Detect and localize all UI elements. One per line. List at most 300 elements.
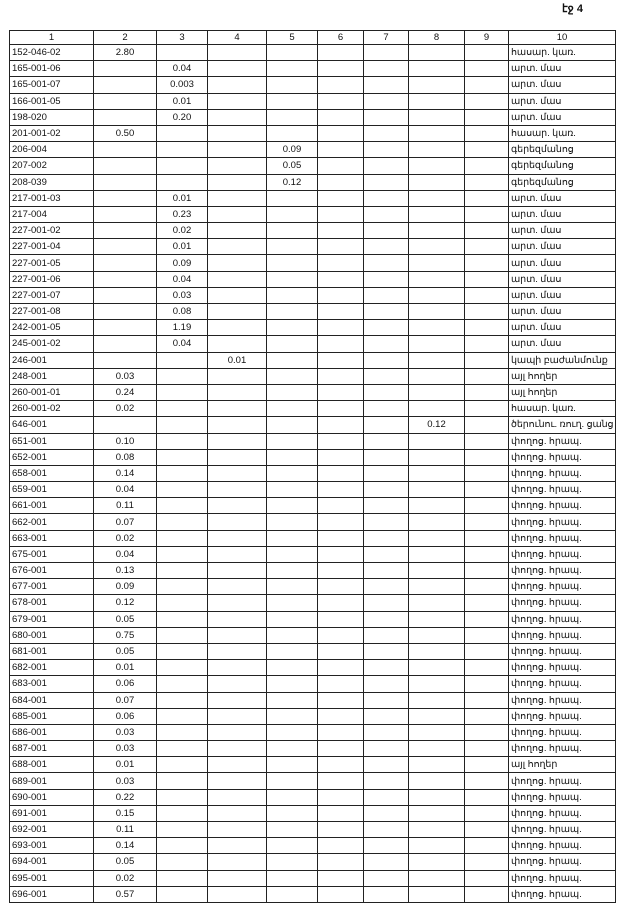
area-cell-col-4	[208, 433, 267, 449]
area-cell-col-8	[409, 223, 465, 239]
area-cell-col-3	[157, 465, 208, 481]
area-cell-col-8	[409, 384, 465, 400]
parcel-code-cell: 691-001	[10, 805, 94, 821]
land-use-cell: արտ. մաս	[509, 61, 616, 77]
column-header-4: 4	[208, 31, 267, 45]
land-use-cell: փողոց. հրապ.	[509, 498, 616, 514]
area-cell-col-5	[267, 530, 318, 546]
area-cell-col-4	[208, 77, 267, 93]
parcel-code-cell: 684-001	[10, 692, 94, 708]
table-row	[10, 239, 616, 255]
area-cell-col-4	[208, 563, 267, 579]
area-cell-col-7	[364, 158, 409, 174]
parcel-code-cell: 685-001	[10, 708, 94, 724]
area-cell-col-8	[409, 142, 465, 158]
area-cell-col-2	[94, 304, 157, 320]
area-cell-col-9	[465, 417, 509, 433]
area-cell-col-3	[157, 352, 208, 368]
area-cell-col-4	[208, 692, 267, 708]
area-cell-col-6	[318, 45, 364, 61]
parcel-code-cell: 686-001	[10, 724, 94, 740]
area-cell-col-5	[267, 320, 318, 336]
area-cell-col-6	[318, 724, 364, 740]
land-table	[9, 30, 616, 903]
land-use-cell: փողոց. հրապ.	[509, 627, 616, 643]
area-cell-col-8	[409, 498, 465, 514]
land-use-cell: արտ. մաս	[509, 287, 616, 303]
land-use-cell: փողոց. հրապ.	[509, 773, 616, 789]
area-cell-col-8	[409, 45, 465, 61]
area-cell-col-3: 0.09	[157, 255, 208, 271]
area-cell-col-5	[267, 595, 318, 611]
area-cell-col-8	[409, 449, 465, 465]
area-cell-col-5	[267, 433, 318, 449]
area-cell-col-7	[364, 174, 409, 190]
area-cell-col-7	[364, 838, 409, 854]
area-cell-col-2: 0.07	[94, 692, 157, 708]
area-cell-col-3: 0.04	[157, 61, 208, 77]
area-cell-col-8	[409, 93, 465, 109]
table-row	[10, 255, 616, 271]
area-cell-col-6	[318, 465, 364, 481]
area-cell-col-3	[157, 449, 208, 465]
area-cell-col-9	[465, 271, 509, 287]
area-cell-col-6	[318, 93, 364, 109]
area-cell-col-9	[465, 838, 509, 854]
area-cell-col-2: 0.05	[94, 643, 157, 659]
area-cell-col-9	[465, 708, 509, 724]
area-cell-col-6	[318, 61, 364, 77]
area-cell-col-5	[267, 692, 318, 708]
land-use-cell: փողոց. հրապ.	[509, 805, 616, 821]
area-cell-col-4	[208, 223, 267, 239]
area-cell-col-8	[409, 255, 465, 271]
area-cell-col-2: 0.03	[94, 368, 157, 384]
area-cell-col-3	[157, 384, 208, 400]
area-cell-col-5	[267, 660, 318, 676]
area-cell-col-3	[157, 886, 208, 902]
area-cell-col-4	[208, 255, 267, 271]
parcel-code-cell: 217-004	[10, 206, 94, 222]
land-use-cell: փողոց. հրապ.	[509, 482, 616, 498]
area-cell-col-6	[318, 482, 364, 498]
land-use-cell: փողոց. հրապ.	[509, 741, 616, 757]
parcel-code-cell: 651-001	[10, 433, 94, 449]
area-cell-col-3	[157, 142, 208, 158]
parcel-code-cell: 166-001-05	[10, 93, 94, 109]
area-cell-col-6	[318, 174, 364, 190]
area-cell-col-6	[318, 789, 364, 805]
area-cell-col-3	[157, 692, 208, 708]
area-cell-col-5: 0.09	[267, 142, 318, 158]
column-header-7: 7	[364, 31, 409, 45]
area-cell-col-2	[94, 206, 157, 222]
area-cell-col-6	[318, 579, 364, 595]
area-cell-col-8	[409, 627, 465, 643]
area-cell-col-6	[318, 514, 364, 530]
parcel-code-cell: 662-001	[10, 514, 94, 530]
column-header-3: 3	[157, 31, 208, 45]
area-cell-col-2: 0.50	[94, 125, 157, 141]
area-cell-col-8	[409, 724, 465, 740]
area-cell-col-3: 0.01	[157, 93, 208, 109]
area-cell-col-4	[208, 773, 267, 789]
area-cell-col-8	[409, 757, 465, 773]
area-cell-col-3	[157, 627, 208, 643]
area-cell-col-6	[318, 336, 364, 352]
area-cell-col-2: 0.14	[94, 465, 157, 481]
parcel-code-cell: 683-001	[10, 676, 94, 692]
area-cell-col-7	[364, 692, 409, 708]
area-cell-col-8	[409, 579, 465, 595]
area-cell-col-9	[465, 401, 509, 417]
area-cell-col-5	[267, 417, 318, 433]
parcel-code-cell: 659-001	[10, 482, 94, 498]
area-cell-col-8	[409, 287, 465, 303]
area-cell-col-3	[157, 498, 208, 514]
area-cell-col-9	[465, 142, 509, 158]
parcel-code-cell: 152-046-02	[10, 45, 94, 61]
area-cell-col-7	[364, 546, 409, 562]
table-row	[10, 579, 616, 595]
area-cell-col-9	[465, 773, 509, 789]
area-cell-col-2	[94, 174, 157, 190]
area-cell-col-2	[94, 255, 157, 271]
area-cell-col-7	[364, 287, 409, 303]
area-cell-col-9	[465, 822, 509, 838]
area-cell-col-5	[267, 611, 318, 627]
table-row	[10, 368, 616, 384]
area-cell-col-5	[267, 271, 318, 287]
area-cell-col-5	[267, 449, 318, 465]
parcel-code-cell: 681-001	[10, 643, 94, 659]
area-cell-col-5	[267, 643, 318, 659]
area-cell-col-3	[157, 789, 208, 805]
area-cell-col-9	[465, 45, 509, 61]
area-cell-col-4	[208, 384, 267, 400]
parcel-code-cell: 227-001-07	[10, 287, 94, 303]
area-cell-col-2: 0.11	[94, 498, 157, 514]
area-cell-col-7	[364, 530, 409, 546]
area-cell-col-6	[318, 692, 364, 708]
area-cell-col-9	[465, 498, 509, 514]
area-cell-col-8	[409, 125, 465, 141]
area-cell-col-6	[318, 77, 364, 93]
parcel-code-cell: 692-001	[10, 822, 94, 838]
area-cell-col-4	[208, 514, 267, 530]
land-use-cell: փողոց. հրապ.	[509, 514, 616, 530]
area-cell-col-2: 0.11	[94, 822, 157, 838]
table-row	[10, 757, 616, 773]
area-cell-col-8	[409, 158, 465, 174]
area-cell-col-5	[267, 838, 318, 854]
area-cell-col-2: 0.06	[94, 676, 157, 692]
area-cell-col-3	[157, 579, 208, 595]
area-cell-col-8	[409, 563, 465, 579]
area-cell-col-3: 1.19	[157, 320, 208, 336]
area-cell-col-6	[318, 190, 364, 206]
area-cell-col-5	[267, 352, 318, 368]
area-cell-col-4	[208, 676, 267, 692]
area-cell-col-8	[409, 611, 465, 627]
area-cell-col-4	[208, 125, 267, 141]
area-cell-col-3	[157, 838, 208, 854]
area-cell-col-8	[409, 514, 465, 530]
table-row	[10, 465, 616, 481]
area-cell-col-7	[364, 417, 409, 433]
area-cell-col-8	[409, 741, 465, 757]
area-cell-col-4: 0.01	[208, 352, 267, 368]
parcel-code-cell: 696-001	[10, 886, 94, 902]
area-cell-col-2: 0.05	[94, 854, 157, 870]
area-cell-col-5	[267, 255, 318, 271]
table-row	[10, 174, 616, 190]
area-cell-col-2: 0.02	[94, 870, 157, 886]
parcel-code-cell: 646-001	[10, 417, 94, 433]
area-cell-col-5	[267, 854, 318, 870]
land-use-cell: փողոց. հրապ.	[509, 433, 616, 449]
area-cell-col-4	[208, 854, 267, 870]
area-cell-col-9	[465, 287, 509, 303]
area-cell-col-4	[208, 838, 267, 854]
area-cell-col-4	[208, 287, 267, 303]
area-cell-col-8	[409, 595, 465, 611]
area-cell-col-2: 0.02	[94, 530, 157, 546]
area-cell-col-7	[364, 757, 409, 773]
area-cell-col-5	[267, 886, 318, 902]
area-cell-col-7	[364, 724, 409, 740]
column-header-9: 9	[465, 31, 509, 45]
area-cell-col-6	[318, 741, 364, 757]
table-row	[10, 643, 616, 659]
area-cell-col-3	[157, 482, 208, 498]
table-row	[10, 417, 616, 433]
area-cell-col-4	[208, 805, 267, 821]
area-cell-col-4	[208, 158, 267, 174]
area-cell-col-8	[409, 109, 465, 125]
area-cell-col-2: 0.03	[94, 773, 157, 789]
area-cell-col-7	[364, 465, 409, 481]
area-cell-col-5	[267, 336, 318, 352]
table-row	[10, 530, 616, 546]
area-cell-col-2	[94, 271, 157, 287]
area-cell-col-7	[364, 854, 409, 870]
area-cell-col-3: 0.02	[157, 223, 208, 239]
area-cell-col-2	[94, 223, 157, 239]
parcel-code-cell: 652-001	[10, 449, 94, 465]
parcel-code-cell: 207-002	[10, 158, 94, 174]
area-cell-col-2: 0.02	[94, 401, 157, 417]
area-cell-col-2: 0.14	[94, 838, 157, 854]
area-cell-col-5	[267, 239, 318, 255]
area-cell-col-6	[318, 417, 364, 433]
area-cell-col-8	[409, 320, 465, 336]
table-row	[10, 77, 616, 93]
area-cell-col-7	[364, 368, 409, 384]
area-cell-col-7	[364, 611, 409, 627]
land-use-cell: փողոց. հրապ.	[509, 611, 616, 627]
area-cell-col-6	[318, 676, 364, 692]
land-use-cell: գերեզմանոց	[509, 158, 616, 174]
parcel-code-cell: 260-001-01	[10, 384, 94, 400]
area-cell-col-4	[208, 61, 267, 77]
land-use-cell: արտ. մաս	[509, 206, 616, 222]
area-cell-col-3	[157, 158, 208, 174]
parcel-code-cell: 675-001	[10, 546, 94, 562]
land-use-cell: արտ. մաս	[509, 304, 616, 320]
area-cell-col-3	[157, 708, 208, 724]
area-cell-col-3: 0.01	[157, 239, 208, 255]
area-cell-col-2: 2.80	[94, 45, 157, 61]
table-row	[10, 109, 616, 125]
parcel-code-cell: 227-001-04	[10, 239, 94, 255]
area-cell-col-3	[157, 676, 208, 692]
land-use-cell: հասար. կառ.	[509, 401, 616, 417]
area-cell-col-7	[364, 870, 409, 886]
parcel-code-cell: 198-020	[10, 109, 94, 125]
area-cell-col-7	[364, 255, 409, 271]
area-cell-col-7	[364, 773, 409, 789]
area-cell-col-6	[318, 352, 364, 368]
area-cell-col-6	[318, 449, 364, 465]
area-cell-col-6	[318, 401, 364, 417]
area-cell-col-4	[208, 498, 267, 514]
parcel-code-cell: 245-001-02	[10, 336, 94, 352]
area-cell-col-5	[267, 368, 318, 384]
area-cell-col-4	[208, 579, 267, 595]
land-use-cell: այլ հողեր	[509, 757, 616, 773]
area-cell-col-6	[318, 838, 364, 854]
area-cell-col-9	[465, 61, 509, 77]
area-cell-col-8	[409, 886, 465, 902]
area-cell-col-5	[267, 676, 318, 692]
area-cell-col-6	[318, 627, 364, 643]
area-cell-col-8	[409, 368, 465, 384]
area-cell-col-8	[409, 708, 465, 724]
area-cell-col-8	[409, 206, 465, 222]
parcel-code-cell: 201-001-02	[10, 125, 94, 141]
parcel-code-cell: 227-001-08	[10, 304, 94, 320]
table-row	[10, 498, 616, 514]
area-cell-col-3	[157, 757, 208, 773]
table-row	[10, 190, 616, 206]
parcel-code-cell: 689-001	[10, 773, 94, 789]
header-row	[10, 31, 616, 45]
land-use-cell: արտ. մաս	[509, 336, 616, 352]
area-cell-col-5	[267, 773, 318, 789]
area-cell-col-6	[318, 368, 364, 384]
parcel-code-cell: 227-001-06	[10, 271, 94, 287]
area-cell-col-3	[157, 643, 208, 659]
land-use-cell: ծերունու. ռուղ. ցանց	[509, 417, 616, 433]
parcel-code-cell: 688-001	[10, 757, 94, 773]
area-cell-col-8	[409, 870, 465, 886]
area-cell-col-8	[409, 336, 465, 352]
land-use-cell: կապի բաժանմունք	[509, 352, 616, 368]
land-use-cell: արտ. մաս	[509, 77, 616, 93]
area-cell-col-4	[208, 465, 267, 481]
area-cell-col-6	[318, 304, 364, 320]
area-cell-col-2: 0.03	[94, 724, 157, 740]
area-cell-col-9	[465, 482, 509, 498]
area-cell-col-7	[364, 336, 409, 352]
area-cell-col-3	[157, 773, 208, 789]
area-cell-col-3	[157, 563, 208, 579]
area-cell-col-4	[208, 482, 267, 498]
table-row	[10, 789, 616, 805]
parcel-code-cell: 682-001	[10, 660, 94, 676]
area-cell-col-7	[364, 741, 409, 757]
area-cell-col-9	[465, 676, 509, 692]
area-cell-col-5	[267, 93, 318, 109]
area-cell-col-3	[157, 805, 208, 821]
table-row	[10, 838, 616, 854]
area-cell-col-2: 0.10	[94, 433, 157, 449]
area-cell-col-2: 0.01	[94, 757, 157, 773]
parcel-code-cell: 693-001	[10, 838, 94, 854]
area-cell-col-5	[267, 125, 318, 141]
area-cell-col-7	[364, 805, 409, 821]
area-cell-col-7	[364, 384, 409, 400]
area-cell-col-4	[208, 449, 267, 465]
area-cell-col-5	[267, 708, 318, 724]
area-cell-col-7	[364, 660, 409, 676]
area-cell-col-7	[364, 822, 409, 838]
area-cell-col-9	[465, 384, 509, 400]
area-cell-col-2: 0.04	[94, 482, 157, 498]
area-cell-col-3: 0.04	[157, 336, 208, 352]
table-row	[10, 61, 616, 77]
area-cell-col-7	[364, 563, 409, 579]
area-cell-col-5	[267, 741, 318, 757]
table-row	[10, 45, 616, 61]
area-cell-col-3: 0.03	[157, 287, 208, 303]
area-cell-col-5	[267, 304, 318, 320]
area-cell-col-4	[208, 611, 267, 627]
area-cell-col-6	[318, 805, 364, 821]
land-use-cell: փողոց. հրապ.	[509, 838, 616, 854]
area-cell-col-9	[465, 368, 509, 384]
area-cell-col-2	[94, 142, 157, 158]
parcel-code-cell: 679-001	[10, 611, 94, 627]
land-use-cell: արտ. մաս	[509, 190, 616, 206]
area-cell-col-4	[208, 401, 267, 417]
area-cell-col-5: 0.12	[267, 174, 318, 190]
column-header-1: 1	[10, 31, 94, 45]
land-use-cell: հասար. կառ.	[509, 45, 616, 61]
area-cell-col-2	[94, 320, 157, 336]
page-number: էջ 4	[562, 3, 583, 15]
area-cell-col-9	[465, 190, 509, 206]
area-cell-col-8	[409, 271, 465, 287]
area-cell-col-4	[208, 595, 267, 611]
area-cell-col-3	[157, 125, 208, 141]
area-cell-col-7	[364, 93, 409, 109]
area-cell-col-7	[364, 142, 409, 158]
area-cell-col-8	[409, 805, 465, 821]
area-cell-col-6	[318, 870, 364, 886]
area-cell-col-7	[364, 125, 409, 141]
area-cell-col-9	[465, 854, 509, 870]
table-row	[10, 401, 616, 417]
area-cell-col-7	[364, 886, 409, 902]
area-cell-col-3	[157, 870, 208, 886]
table-row	[10, 595, 616, 611]
area-cell-col-2: 0.75	[94, 627, 157, 643]
area-cell-col-8: 0.12	[409, 417, 465, 433]
area-cell-col-7	[364, 206, 409, 222]
table-row	[10, 773, 616, 789]
